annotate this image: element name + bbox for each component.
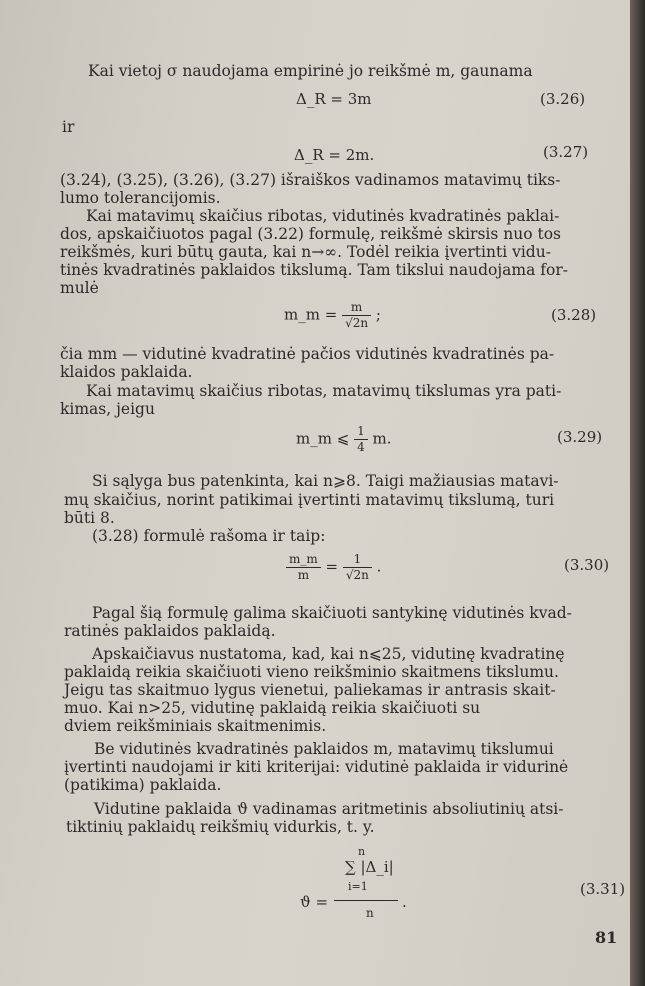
equation-3-26: Δ_R = 3m	[296, 90, 372, 108]
eq328-denominator: √2n	[345, 316, 369, 330]
equation-number-3-31: (3.31)	[580, 880, 626, 898]
eq330-right-denominator: √2n	[345, 568, 369, 582]
text-line-19: ratinės paklaidos paklaidą.	[64, 622, 276, 640]
equation-3-30: $\frac{m\_m}{m}$ = $\frac{1}{√2n}$ .	[286, 552, 381, 583]
text-line-26: įvertinti naudojami ir kiti kriterijai: vidutinė paklaida ir vidurinė	[64, 758, 569, 776]
text-line-7: reikšmės, kuri būtų gauta, kai n→∞. Todėl reikia įvertinti vidu-	[60, 243, 551, 261]
eq331-lower-limit: i=1	[348, 880, 368, 893]
text-line-21: paklaidą reikia skaičiuoti vieno reikšminio skaitmens tikslumu.	[64, 663, 559, 681]
eq328-lhs: m_m =	[284, 305, 338, 324]
equation-number-3-26: (3.26)	[540, 90, 586, 108]
text-line-27: (patikima) paklaida.	[64, 776, 222, 794]
eq331-summation: ∑ |Δ_i|	[345, 858, 394, 876]
eq330-left-fraction	[286, 552, 321, 583]
equation-number-3-28: (3.28)	[551, 306, 597, 324]
text-line-5: Kai matavimų skaičius ribotas, vidutinės kvadratinės paklai-	[86, 207, 560, 225]
text-line-28: Vidutine paklaida ϑ vadinamas aritmetinis absoliutinių atsi-	[94, 800, 564, 818]
text-line-14: Si sąlyga bus patenkinta, kai n⩾8. Taigi mažiausias matavi-	[92, 472, 559, 490]
eq331-lhs: ϑ =	[300, 893, 329, 911]
text-line-15: mų skaičius, norint patikimai įvertinti matavimų tikslumą, turi	[64, 491, 555, 509]
text-line-23: muo. Kai n>25, vidutinę paklaidą reikia skaičiuoti su	[64, 699, 481, 717]
text-line-9: mulė	[60, 279, 99, 297]
eq331-denominator: n	[366, 906, 374, 920]
eq331-upper-limit: n	[358, 845, 366, 858]
text-line-18: Pagal šią formulę galima skaičiuoti santykinę vidutinės kvad-	[92, 604, 572, 622]
eq330-left-numerator: m_m	[286, 552, 321, 568]
text-line-13: kimas, jeigu	[60, 400, 155, 418]
equation-number-3-30: (3.30)	[564, 556, 610, 574]
text-line-6: dos, apskaičiuotos pagal (3.22) formulę, reikšmė skirsis nuo tos	[60, 225, 561, 243]
text-line-4: lumo tolerancijomis.	[60, 189, 221, 207]
text-line-8: tinės kvadratinės paklaidos tikslumą. Tam tikslui naudojama for-	[60, 261, 568, 279]
text-line-25: Be vidutinės kvadratinės paklaidos m, matavimų tikslumui	[94, 740, 554, 758]
eq329-lhs: m_m ⩽	[296, 429, 350, 448]
text-line-1: Kai vietoj σ naudojama empirinė jo reikšmė m, gaunama	[88, 62, 533, 80]
eq330-right-fraction	[343, 552, 372, 583]
eq328-fraction	[342, 300, 371, 331]
equation-number-3-29: (3.29)	[557, 428, 603, 446]
equation-3-27: Δ_R = 2m.	[294, 146, 375, 164]
eq329-denominator: 4	[357, 440, 365, 454]
eq328-numerator: m	[342, 300, 371, 316]
text-line-16: būti 8.	[64, 509, 115, 527]
equation-number-3-27: (3.27)	[543, 143, 589, 161]
eq330-right-numerator: 1	[343, 552, 372, 568]
text-line-24: dviem reikšminiais skaitmenimis.	[64, 717, 327, 735]
text-line-ir: ir	[62, 118, 75, 136]
eq329-fraction	[354, 424, 368, 455]
eq331-period: .	[402, 893, 407, 911]
page-edge-shadow	[630, 0, 645, 986]
text-line-12: Kai matavimų skaičius ribotas, matavimų tikslumas yra pati-	[86, 382, 562, 400]
equation-3-28: m_m = $\frac{m}{√2n}$ ;	[284, 300, 381, 330]
text-line-17: (3.28) formulė rašoma ir taip:	[92, 527, 326, 545]
eq331-fraction-bar	[334, 900, 398, 901]
eq330-left-denominator: m	[297, 568, 310, 582]
text-line-10: čia mm — vidutinė kvadratinė pačios vidutinės kvadratinės pa-	[60, 345, 555, 363]
text-line-20: Apskaičiavus nustatoma, kad, kai n⩽25, vidutinę kvadratinę	[92, 645, 565, 663]
text-line-3: (3.24), (3.25), (3.26), (3.27) išraiškos vadinamos matavimų tiks-	[60, 171, 561, 189]
eq329-rhs: m.	[372, 429, 392, 448]
equation-3-29	[296, 424, 392, 455]
text-line-11: klaidos paklaida.	[60, 363, 193, 381]
eq329-numerator: 1	[354, 424, 368, 440]
text-line-29: tiktinių paklaidų reikšmių vidurkis, t. y.	[66, 818, 375, 836]
text-line-22: Jeigu tas skaitmuo lygus vienetui, paliekamas ir antrasis skait-	[64, 681, 556, 699]
page-number: 81	[595, 928, 618, 947]
